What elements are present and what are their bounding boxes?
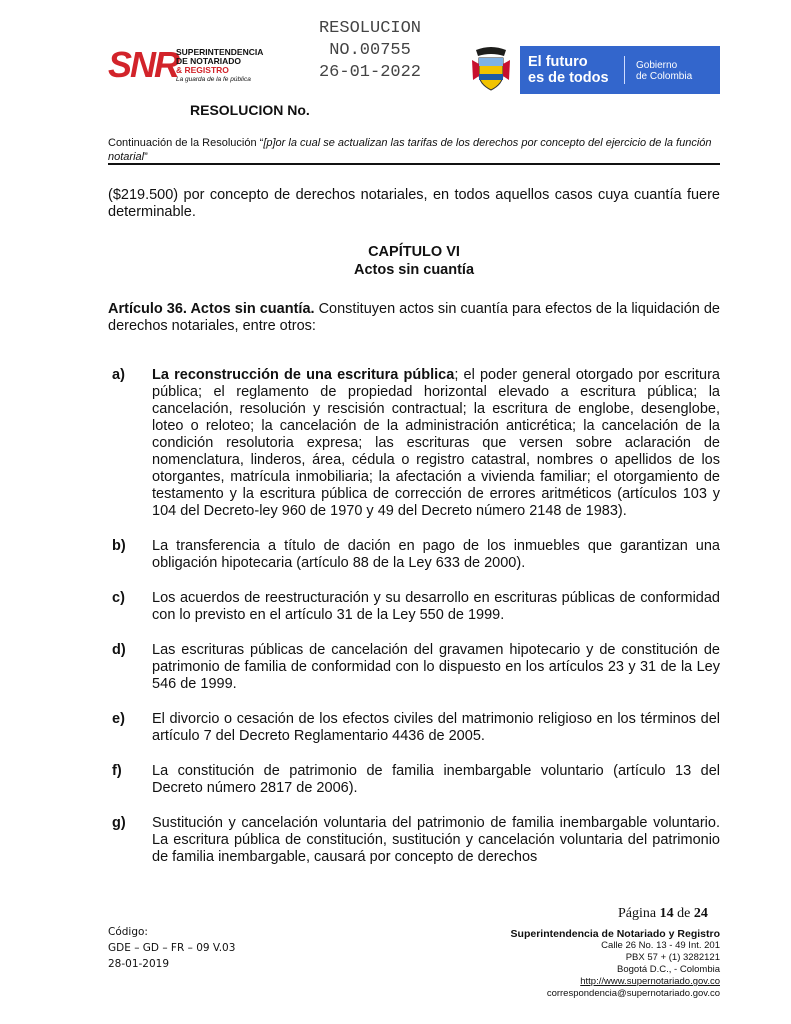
gobierno-name <box>636 60 692 82</box>
list-item-label: g) <box>112 815 126 831</box>
org-name: Superintendencia de Notariado y Registro <box>510 928 720 940</box>
list-item-label: a) <box>112 367 125 383</box>
list-item-text <box>152 538 720 572</box>
gobierno-divider <box>624 56 625 84</box>
document-code <box>108 924 235 972</box>
article-paragraph <box>108 301 720 335</box>
snr-line-1: SUPERINTENDENCIA <box>176 47 264 57</box>
list-item-body: ; el poder general otorgado por escritura pública; el reglamento de propiedad horizontal elevado a escritura pública; la cancelación, resolución y rescisión contractual; la escritura de englobe, desenglobe, loteo o reloteo; la cancelación de la administración anticrética; la cancelación de la condición resolutoria expresa; las escrituras que versen sobre aclaración de nomenclatura, linderos, área, cédula o registro catastral, nombres o apellidos de los otorgantes, matrícula inmobiliaria; la afectación a vivienda familiar; el otorgamiento de testamento y la escritura pública de corrección de errores aritméticos (artículos 103 y 104 del Decreto-ley 960 de 1970 y 49 del Decreto número 2148 de 1983). <box>152 367 720 519</box>
continuation-line <box>108 136 720 164</box>
code-date: 28-01-2019 <box>108 958 170 970</box>
gobierno-name-line-1: Gobierno <box>636 60 678 71</box>
chapter-heading <box>108 243 720 279</box>
code-value: GDE – GD – FR – 09 V.03 <box>108 942 236 954</box>
list-item-label: d) <box>112 642 126 658</box>
page-total: 24 <box>693 906 708 921</box>
snr-logo-letters: SNR <box>108 44 179 85</box>
org-address: Calle 26 No. 13 - 49 Int. 201 <box>601 940 720 951</box>
list-item <box>108 538 720 572</box>
list-item <box>108 367 720 520</box>
snr-tagline: La guarda de la fe pública <box>176 76 251 83</box>
list-item <box>108 711 720 745</box>
org-phone: PBX 57 + (1) 3282121 <box>625 952 720 963</box>
list-item-label: f) <box>112 763 122 779</box>
continuation-prefix: Continuación de la Resolución “ <box>108 137 264 149</box>
website-link[interactable]: http://www.supernotariado.gov.co <box>580 976 720 987</box>
intro-paragraph: ($219.500) por concepto de derechos notariales, en todos aquellos casos cuya cuantía fuere determinable. <box>108 187 720 220</box>
article-text: Constituyen actos sin cuantía para efectos de la liquidación de derechos notariales, entre otros: <box>108 301 720 334</box>
page-number <box>618 906 708 922</box>
page-word: Página <box>618 906 660 921</box>
list-item-label: c) <box>112 590 125 606</box>
chapter-title: CAPÍTULO VI <box>368 244 460 260</box>
list-item-bold: La reconstrucción de una escritura pública <box>152 367 455 383</box>
stamp-line-3: 26-01-2022 <box>318 63 422 82</box>
continuation-quote: [p]or la cual se actualizan las tarifas de los derechos por concepto del ejercicio de la función notarial <box>108 137 712 163</box>
document-body <box>108 187 720 884</box>
list-item-text <box>152 711 720 745</box>
gobierno-logo <box>470 46 720 96</box>
article-heading: Artículo 36. Actos sin cuantía. <box>108 301 315 317</box>
list-item <box>108 815 720 866</box>
chapter-subtitle: Actos sin cuantía <box>353 262 475 278</box>
header-divider <box>108 163 720 165</box>
list-item-text <box>152 642 720 693</box>
list-item-body: Los acuerdos de reestructuración y su desarrollo en escrituras públicas de conformidad con lo previsto en el artículo 31 de la Ley 550 de 1999. <box>152 590 720 623</box>
list-item-label: b) <box>112 538 126 554</box>
snr-line-2: DE NOTARIADO <box>176 56 242 66</box>
page-of: de <box>673 906 694 921</box>
list-item <box>108 590 720 624</box>
resolution-title: RESOLUCION No. <box>190 102 310 118</box>
snr-logo <box>108 45 278 85</box>
snr-line-3: & REGISTRO <box>176 65 229 75</box>
continuation-suffix: ” <box>144 151 148 163</box>
list-item-body: La transferencia a título de dación en pago de los inmuebles que garantizan una obligación hipotecaria (artículo 88 de la Ley 633 de 2000). <box>152 538 720 571</box>
gobierno-slogan-line-1: El futuro <box>528 54 588 70</box>
page-current: 14 <box>659 906 674 921</box>
coat-of-arms-icon <box>470 46 512 92</box>
stamp-line-2: NO.00755 <box>329 41 411 60</box>
list-item <box>108 763 720 797</box>
article-items <box>108 367 720 866</box>
gobierno-name-line-2: de Colombia <box>636 71 693 82</box>
stamp-line-1: RESOLUCION <box>318 19 422 38</box>
list-item <box>108 642 720 693</box>
contact-info <box>470 928 720 1000</box>
gobierno-slogan-line-2: es de todos <box>528 70 609 86</box>
list-item-body: La constitución de patrimonio de familia inembargable voluntario (artículo 13 del Decreto número 2817 de 2006). <box>152 763 720 796</box>
list-item-body: Sustitución y cancelación voluntaria del patrimonio de familia inembargable voluntario. La escritura pública de constitución, sustitución y cancelación voluntaria del patrimonio de familia inembargable, causará por concepto de derechos <box>152 815 720 865</box>
list-item-text <box>152 590 720 624</box>
org-city: Bogotá D.C., - Colombia <box>617 964 720 975</box>
code-label: Código: <box>108 926 148 938</box>
list-item-text <box>152 815 720 866</box>
list-item-text <box>152 367 720 520</box>
resolution-stamp <box>300 18 440 84</box>
list-item-body: El divorcio o cesación de los efectos civiles del matrimonio religioso en los términos del artículo 7 del Decreto Reglamentario 4436 de 2005. <box>152 711 720 744</box>
org-email: correspondencia@supernotariado.gov.co <box>546 988 720 999</box>
list-item-label: e) <box>112 711 125 727</box>
snr-logo-text <box>176 48 263 84</box>
gobierno-slogan <box>528 54 609 86</box>
list-item-body: Las escrituras públicas de cancelación del gravamen hipotecario y de constitución de patrimonio de familia de conformidad con lo dispuesto en los artículos 23 y 31 de la Ley 546 de 1999. <box>152 642 720 692</box>
list-item-text <box>152 763 720 797</box>
